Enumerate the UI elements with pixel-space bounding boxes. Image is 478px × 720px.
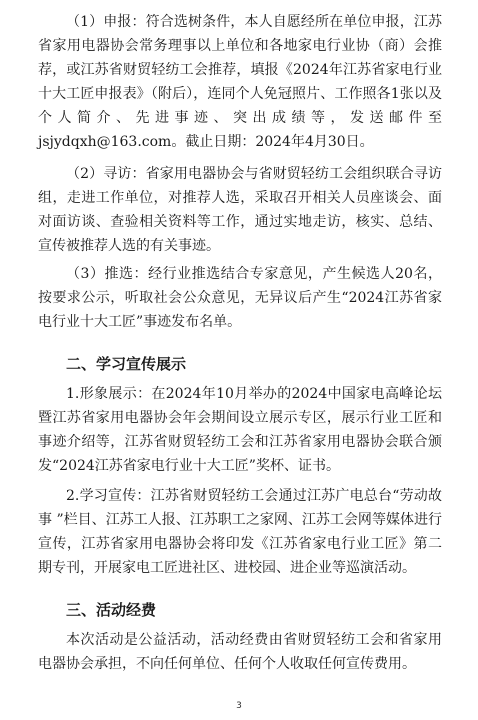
paragraph-funding: 本次活动是公益活动，活动经费由省财贸轻纺工会和省家用电器协会承担，不向任何单位、任何个人收取任何宣传费用。 bbox=[38, 632, 442, 672]
paragraph-visit: （2）寻访：省家用电器协会与省财贸轻纺工会组织联合寻访组，走进工作单位，对推荐人选，采取召开相关人员座谈会、面对面访谈、查验相关资料等工作，通过实地走访，核实、总结、宣传被推荐人选的有关事迹。 bbox=[38, 166, 442, 254]
section-heading-funding: 三、活动经费 bbox=[66, 601, 157, 619]
page-number: 3 bbox=[236, 701, 242, 711]
paragraph-application: （1）申报：符合选树条件，本人自愿经所在单位申报，江苏省家用电器协会常务理事以上单位和各地家电行业协（商）会推荐，或江苏省财贸轻纺工会推荐，填报《2024年江苏省家电行业十大工匠申报表》（附后），连同个人免冠照片、工作照各1张以及个人简介、先进事迹、突出成绩等，发送邮件至jsjydqxh@163.com。截止日期：2024年4月30日。 bbox=[38, 14, 442, 150]
paragraph-study-promotion: 2.学习宣传：江苏省财贸轻纺工会通过江苏广电总台“劳动故事 ”栏目、江苏工人报、江苏职工之家网、江苏工会网等媒体进行宣传，江苏省家用电器协会将印发《江苏省家电行业工匠》第二期专刊，开展家电工匠进社区、进校园、进企业等巡演活动。 bbox=[38, 488, 442, 576]
paragraph-selection: （3）推选：经行业推选结合专家意见，产生候选人20名，按要求公示，听取社会公众意见，无异议后产生“2024江苏省家电行业十大工匠”事迹发布名单。 bbox=[38, 266, 442, 330]
section-heading-promotion: 二、学习宣传展示 bbox=[66, 355, 187, 373]
paragraph-image-display: 1.形象展示：在2024年10月举办的2024中国家电高峰论坛暨江苏省家用电器协会年会期间设立展示专区，展示行业工匠和事迹介绍等，江苏省财贸轻纺工会和江苏省家用电器协会联合颁发“2024江苏省家电行业十大工匠”奖杯、证书。 bbox=[38, 386, 442, 474]
